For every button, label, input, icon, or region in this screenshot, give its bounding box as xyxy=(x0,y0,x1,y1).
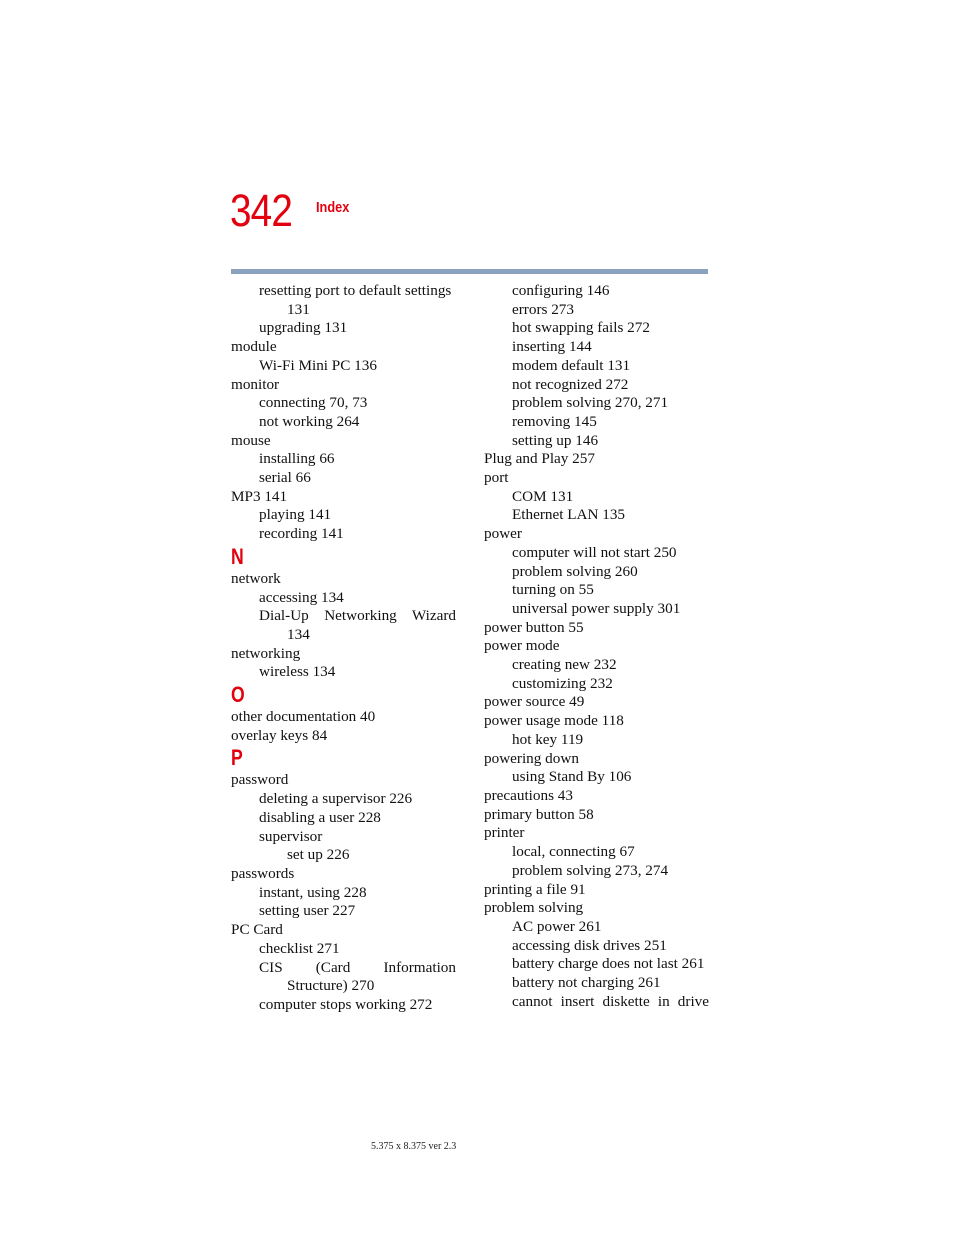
index-subentry: setting up 146 xyxy=(512,431,599,449)
index-subentry: removing 145 xyxy=(512,412,597,430)
index-column-left xyxy=(231,282,456,1015)
index-letter-heading: O xyxy=(231,682,245,708)
index-entry: power mode xyxy=(484,637,560,655)
index-subentry: universal power supply 301 xyxy=(512,599,681,617)
index-entry: printing a file 91 xyxy=(484,880,586,898)
index-entry: power button 55 xyxy=(484,618,584,636)
index-entry: mouse xyxy=(231,431,271,449)
index-subentry: cannot insert diskette in drive xyxy=(512,992,709,1010)
index-subentry: modem default 131 xyxy=(512,356,631,374)
index-subentry: supervisor xyxy=(259,827,323,845)
index-subentry: AC power 261 xyxy=(512,917,602,935)
index-entry: MP3 141 xyxy=(231,487,288,505)
index-subentry: installing 66 xyxy=(259,450,335,468)
index-subentry: upgrading 131 xyxy=(259,319,348,337)
index-entry: port xyxy=(484,469,509,487)
footer-version: 5.375 x 8.375 ver 2.3 xyxy=(371,1141,457,1152)
index-subentry: battery charge does not last 261 xyxy=(512,955,705,973)
index-subentry: serial 66 xyxy=(259,469,311,487)
index-subentry: not recognized 272 xyxy=(512,375,629,393)
index-entry: Plug and Play 257 xyxy=(484,450,595,468)
index-subentry: battery not charging 261 xyxy=(512,974,661,992)
index-subentry: hot swapping fails 272 xyxy=(512,319,650,337)
index-column-right xyxy=(484,282,709,1011)
index-subentry: resetting port to default settings xyxy=(259,282,452,299)
index-entry: power xyxy=(484,525,522,543)
index-subentry: not working 264 xyxy=(259,412,360,430)
index-letter-heading: P xyxy=(231,745,243,771)
index-letter-heading: N xyxy=(231,543,244,569)
index-entry: passwords xyxy=(231,864,295,882)
index-subentry: set up 226 xyxy=(287,846,350,864)
index-subentry: Dial-Up Networking Wizard xyxy=(259,607,456,625)
index-subentry: computer stops working 272 xyxy=(259,995,433,1013)
index-subentry: Wi-Fi Mini PC 136 xyxy=(259,356,377,374)
index-subentry: hot key 119 xyxy=(512,730,584,748)
index-entry: other documentation 40 xyxy=(231,708,376,726)
index-subentry: disabling a user 228 xyxy=(259,808,381,826)
index-entry: powering down xyxy=(484,749,579,767)
index-entry: network xyxy=(231,569,281,587)
index-subentry: deleting a supervisor 226 xyxy=(259,790,413,808)
index-subentry: instant, using 228 xyxy=(259,883,367,901)
index-subentry: creating new 232 xyxy=(512,656,617,674)
index-entry: overlay keys 84 xyxy=(231,726,328,744)
index-subentry: Ethernet LAN 135 xyxy=(512,506,626,524)
index-entry: monitor xyxy=(231,375,280,393)
index-subentry: recording 141 xyxy=(259,525,344,543)
section-title: Index xyxy=(316,199,350,216)
index-subentry: checklist 271 xyxy=(259,939,340,957)
index-subentry: customizing 232 xyxy=(512,674,613,692)
index-subentry: accessing disk drives 251 xyxy=(512,936,667,954)
index-subentry: 131 xyxy=(287,300,310,318)
index-entry: printer xyxy=(484,824,525,842)
index-entry: primary button 58 xyxy=(484,805,594,823)
index-subentry: configuring 146 xyxy=(512,282,610,299)
index-subentry: problem solving 260 xyxy=(512,562,638,580)
index-subentry: connecting 70, 73 xyxy=(259,394,368,412)
page-number: 342 xyxy=(230,185,293,236)
index-subentry: errors 273 xyxy=(512,300,574,318)
index-subentry: turning on 55 xyxy=(512,581,594,599)
index-entry: PC Card xyxy=(231,921,283,939)
index-subentry: Structure) 270 xyxy=(287,977,375,995)
header-rule xyxy=(231,269,708,274)
index-entry: problem solving xyxy=(484,899,584,917)
index-entry: precautions 43 xyxy=(484,786,573,804)
index-subentry: wireless 134 xyxy=(259,663,336,681)
index-entry: networking xyxy=(231,644,301,662)
index-entry: password xyxy=(231,771,289,789)
index-subentry: CIS (Card Information xyxy=(259,958,456,976)
index-entry: power source 49 xyxy=(484,693,585,711)
index-entry: power usage mode 118 xyxy=(484,712,624,730)
index-subentry: using Stand By 106 xyxy=(512,768,632,786)
index-entry: module xyxy=(231,338,277,356)
index-subentry: inserting 144 xyxy=(512,338,592,356)
index-subentry: problem solving 273, 274 xyxy=(512,861,669,879)
index-subentry: 134 xyxy=(287,625,310,643)
index-subentry: setting user 227 xyxy=(259,902,356,920)
index-subentry: problem solving 270, 271 xyxy=(512,394,669,412)
index-subentry: local, connecting 67 xyxy=(512,843,635,861)
index-subentry: playing 141 xyxy=(259,506,332,524)
index-subentry: computer will not start 250 xyxy=(512,543,677,561)
index-subentry: accessing 134 xyxy=(259,588,344,606)
index-subentry: COM 131 xyxy=(512,487,574,505)
